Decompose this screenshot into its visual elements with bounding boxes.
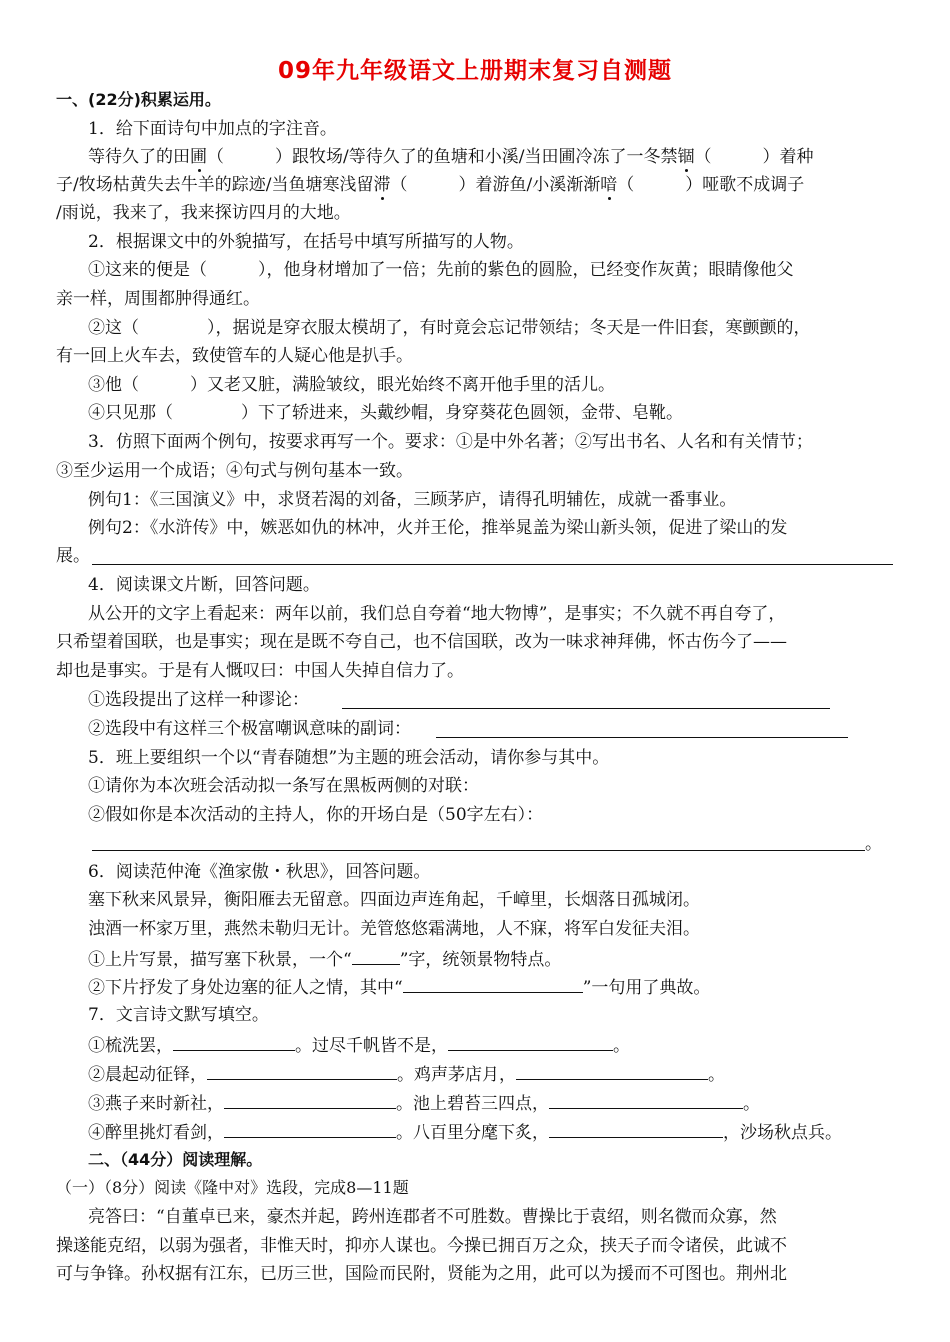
q1-line-3: /雨说，我来了，我来探访四月的大地。 [56, 203, 351, 223]
q7-blank[interactable] [549, 1119, 723, 1138]
q6-sub-1 [88, 946, 561, 972]
section-1-heading: 一、(22分)积累运用。 [56, 90, 221, 109]
q6-sub-2 [88, 974, 710, 1000]
q2-item-1: ①这来的便是（ ），他身材增加了一倍；先前的紫色的圆脸，已经变作灰黄；眼睛像他父 [88, 260, 794, 280]
q2-item-1-cont: 亲一样，周围都肿得通红。 [56, 289, 260, 309]
q6-blank-2[interactable] [403, 974, 583, 993]
q1-text: 等待久了的田 [88, 147, 190, 167]
q5-sub-1: ①请你为本次班会活动拟一条写在黑板两侧的对联： [88, 776, 479, 796]
q1-line-1 [88, 145, 813, 169]
q7-blank[interactable] [173, 1032, 295, 1051]
q3-example-2: 例句2：《水浒传》中，嫉恶如仇的林冲，火并王伦，推举晁盖为梁山新头领，促进了梁山的发 [88, 518, 788, 538]
q7-blank[interactable] [516, 1061, 708, 1080]
q2-item-2-cont: 有一回上火车去，致使管车的人疑心他是扒手。 [56, 346, 413, 366]
q7-text: ④醉里挑灯看剑， [88, 1123, 224, 1143]
q4-text-3: 却也是事实。于是有人慨叹曰：中国人失掉自信力了。 [56, 661, 464, 681]
q7-row-1 [88, 1032, 630, 1058]
q7-text: 。过尽千帆皆不是， [295, 1036, 448, 1056]
q6-sub-2-text-end: ”一句用了典故。 [582, 978, 711, 998]
dotted-char: 圃 [190, 147, 207, 167]
q7-text: ②晨起动征铎， [88, 1065, 207, 1085]
dotted-char: 滞 [373, 175, 391, 195]
q3-answer-line[interactable] [92, 564, 893, 565]
q1-line-2 [56, 173, 804, 197]
q1-text: （ ）哑歌不成调子 [617, 175, 805, 195]
q4-text-2: 只希望着国联，也是事实；现在是既不夸自己，也不信国联，改为一味求神拜佛，怀古伤今了—— [56, 632, 787, 652]
q7-row-2 [88, 1061, 725, 1087]
q7-text: 。鸡声茅店月， [397, 1065, 516, 1085]
q1-prompt: 1．给下面诗句中加点的字注音。 [88, 119, 337, 139]
q7-text: 。八百里分麾下炙， [396, 1123, 549, 1143]
q7-text: ③燕子来时新社， [88, 1094, 224, 1114]
q5-sub-2: ②假如你是本次活动的主持人，你的开场白是（50字左右）： [88, 805, 544, 825]
q7-text: 。 [708, 1065, 725, 1085]
q3-example-2-cont: 展。 [56, 546, 90, 566]
q4-sub-2: ②选段中有这样三个极富嘲讽意味的副词： [88, 719, 411, 739]
q2-item-4: ④只见那（ ）下了轿进来，头戴纱帽，身穿葵花色圆领，金带、皂靴。 [88, 403, 683, 423]
reading-passage-line-1: 亮答曰：“自董卓已来，豪杰并起，跨州连郡者不可胜数。曹操比于袁绍，则名微而众寡，然 [88, 1207, 777, 1227]
q4-sub-1: ①选段提出了这样一种谬论： [88, 690, 309, 710]
section-2-heading: 二、（44分）阅读理解。 [88, 1150, 263, 1169]
q7-blank[interactable] [448, 1032, 613, 1051]
q7-row-4 [88, 1119, 842, 1145]
q1-text: （ ）跟牧场/等待久了的鱼塘和小溪/当田圃冷冻了一冬禁 [207, 147, 678, 167]
q1-text: 子/牧场枯黄失去牛羊的踪迹/当鱼塘寒浅留 [56, 175, 374, 195]
q3-example-1: 例句1：《三国演义》中，求贤若渴的刘备，三顾茅庐，请得孔明辅佐，成就一番事业。 [88, 490, 737, 510]
q6-prompt: 6．阅读范仲淹《渔家傲・秋思》，回答问题。 [88, 862, 431, 882]
q2-prompt: 2．根据课文中的外貌描写，在括号中填写所描写的人物。 [88, 232, 524, 252]
q6-sub-1-text-end: ”字，统领景物特点。 [399, 950, 562, 970]
q7-text: ①梳洗罢， [88, 1036, 173, 1056]
q7-text: 。池上碧苔三四点， [396, 1094, 549, 1114]
q7-row-3 [88, 1090, 760, 1116]
q1-text: （ ）着种 [694, 147, 814, 167]
q4-text-1: 从公开的文字上看起来：两年以前，我们总自夸着“地大物博”，是事实；不久就不再自夸了， [88, 604, 786, 624]
q7-prompt: 7．文言诗文默写填空。 [88, 1005, 269, 1025]
q7-blank[interactable] [224, 1119, 396, 1138]
q4-sub-1-answer-line[interactable] [342, 708, 830, 709]
q3-prompt: 3．仿照下面两个例句，按要求再写一个。要求：①是中外名著；②写出书名、人名和有关情节； [88, 432, 813, 452]
q4-sub-2-answer-line[interactable] [436, 737, 848, 738]
q2-item-3: ③他（ ）又老又脏，满脸皱纹，眼光始终不离开他手里的活儿。 [88, 375, 615, 395]
q4-prompt: 4．阅读课文片断，回答问题。 [88, 575, 320, 595]
q2-item-2: ②这（ ），据说是穿衣服太模胡了，有时竟会忘记带领结；冬天是一件旧套，寒颤颤的， [88, 318, 811, 338]
q5-answer-line[interactable] [92, 850, 865, 851]
q6-sub-1-text: ①上片写景，描写塞下秋景，一个“ [88, 950, 352, 970]
q6-poem-line-1: 塞下秋来风景异，衡阳雁去无留意。四面边声连角起，千嶂里，长烟落日孤城闭。 [88, 890, 700, 910]
q7-blank[interactable] [207, 1061, 397, 1080]
section-2-subheading: （一）（8分）阅读《隆中对》选段，完成8—11题 [56, 1178, 409, 1197]
q7-text: ，沙场秋点兵。 [723, 1123, 842, 1143]
dotted-char: 锢 [677, 147, 695, 167]
q7-blank[interactable] [549, 1090, 743, 1109]
q7-blank[interactable] [224, 1090, 396, 1109]
q5-end-mark: 。 [865, 834, 882, 854]
q5-prompt: 5．班上要组织一个以“青春随想”为主题的班会活动，请你参与其中。 [88, 748, 610, 768]
q7-text: 。 [743, 1094, 760, 1114]
q3-prompt-cont: ③至少运用一个成语；④句式与例句基本一致。 [56, 461, 413, 481]
document-title: 09年九年级语文上册期末复习自测题 [277, 58, 672, 84]
dotted-char: 喑 [600, 175, 618, 195]
reading-passage-line-3: 可与争锋。孙权据有江东，已历三世，国险而民附，贤能为之用，此可以为援而不可图也。荆州北 [56, 1264, 787, 1284]
reading-passage-line-2: 操遂能克绍，以弱为强者，非惟天时，抑亦人谋也。今操已拥百万之众，挟天子而令诸侯，此诚不 [56, 1236, 787, 1256]
q6-sub-2-text: ②下片抒发了身处边塞的征人之情，其中“ [88, 978, 403, 998]
q6-poem-line-2: 浊酒一杯家万里，燕然未勒归无计。羌管悠悠霜满地，人不寐，将军白发征夫泪。 [88, 919, 700, 939]
q6-blank-1[interactable] [352, 946, 400, 965]
q7-text: 。 [613, 1036, 630, 1056]
q1-text: （ ）着游鱼/小溪渐渐 [390, 175, 601, 195]
